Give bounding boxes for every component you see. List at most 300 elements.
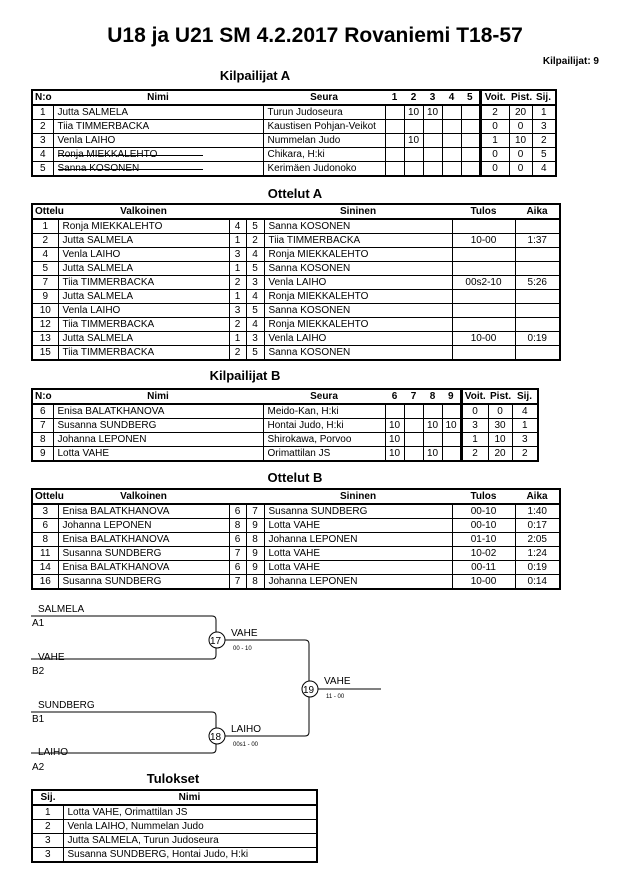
semi1-bottom-name: VAHE [38,652,65,663]
score-cell [461,162,480,177]
result-row [32,834,317,848]
blue-competitor: Sanna KOSONEN [264,346,452,361]
score-cell [461,120,480,134]
column-header: 9 [442,389,461,404]
competitor-name: Jutta SALMELA [57,107,129,118]
competitor-row [32,120,556,134]
place: 2 [512,447,538,462]
white-number: 2 [229,318,246,332]
time [515,248,560,262]
blue-number: 4 [246,290,264,304]
blue-number: 9 [246,561,264,575]
column-header: Tulos [452,489,515,504]
white-competitor: Tiia TIMMERBACKA [58,318,229,332]
match-number: 3 [32,504,58,519]
column-header: 8 [423,389,442,404]
competitor-name: Tiia TIMMERBACKA [57,121,150,132]
time [515,318,560,332]
match-number: 12 [32,318,58,332]
column-header: Valkoinen [58,489,229,504]
score-cell [423,404,442,419]
time [515,304,560,318]
blue-competitor: Sanna KOSONEN [264,219,452,234]
points: 0 [509,120,532,134]
column-header: Voit. [480,90,509,105]
white-competitor: Jutta SALMELA [58,290,229,304]
semi2-top-seed: B1 [32,714,45,725]
column-header: Sininen [264,204,452,219]
result-name: Susanna SUNDBERG, Hontai Judo, H:ki [63,848,317,863]
wins: 3 [461,419,488,433]
competitor-club: Kerimäen Judonoko [263,162,385,177]
match-row [32,318,560,332]
score-cell: 10 [442,419,461,433]
blue-number: 8 [246,533,264,547]
score-cell [423,148,442,162]
score-cell [442,134,461,148]
competitor-club: Shirokawa, Porvoo [263,433,385,447]
wins: 0 [461,404,488,419]
result: 10-02 [452,547,515,561]
white-number: 8 [229,519,246,533]
points: 20 [488,447,512,462]
blue-competitor: Venla LAIHO [264,332,452,346]
blue-number: 5 [246,346,264,361]
competitor-club: Hontai Judo, H:ki [263,419,385,433]
result-row [32,848,317,863]
column-header: Aika [515,204,560,219]
matches-b-title: Ottelut B [267,470,323,485]
score-cell [404,148,423,162]
column-header: Sininen [264,489,452,504]
score-cell [404,404,423,419]
score-cell [461,134,480,148]
result [452,346,515,361]
white-number: 1 [229,290,246,304]
column-header: Sij. [32,790,63,805]
result-place: 1 [32,805,63,820]
column-header: Voit. [461,389,488,404]
white-number: 6 [229,561,246,575]
match-row [32,290,560,304]
result-place: 2 [32,820,63,834]
match-number: 8 [32,533,58,547]
competitor-number: 6 [32,404,53,419]
match-number: 9 [32,290,58,304]
result-name: Lotta VAHE, Orimattilan JS [63,805,317,820]
results-table [31,789,318,863]
competitor-row [32,162,556,177]
result: 00-11 [452,561,515,575]
score-cell [385,148,404,162]
place: 2 [532,134,556,148]
match-row [32,219,560,234]
time: 5:26 [515,276,560,290]
competitor-row [32,148,556,162]
blue-number: 9 [246,547,264,561]
blue-number: 4 [246,318,264,332]
blue-competitor: Tiia TIMMERBACKA [264,234,452,248]
match-row [32,332,560,346]
blue-competitor: Lotta VAHE [264,519,452,533]
competitor-name-cell [53,134,263,148]
points: 0 [509,162,532,177]
semi1-bottom-seed: B2 [32,666,45,677]
result-row [32,805,317,820]
score-cell: 10 [404,134,423,148]
match-row [32,234,560,248]
result-name: Venla LAIHO, Nummelan Judo [63,820,317,834]
match-row [32,519,560,533]
time: 0:19 [515,561,560,575]
white-competitor: Jutta SALMELA [58,332,229,346]
score-cell [423,433,442,447]
match-row [32,547,560,561]
result [452,304,515,318]
white-competitor: Susanna SUNDBERG [58,547,229,561]
time: 0:17 [515,519,560,533]
column-header: Nimi [63,790,317,805]
score-cell [385,404,404,419]
white-competitor: Jutta SALMELA [58,262,229,276]
pool-a-table [31,89,557,177]
competitor-name: Ronja MIEKKALEHTO [57,149,158,160]
match-number: 1 [32,219,58,234]
competitor-row [32,433,538,447]
competitor-name-cell [53,419,263,433]
blue-number: 4 [246,248,264,262]
blue-number: 5 [246,262,264,276]
column-header: Ottelu [32,489,58,504]
blue-competitor: Sanna KOSONEN [264,262,452,276]
competitor-name-cell [53,447,263,462]
match-number: 15 [32,346,58,361]
blue-competitor: Johanna LEPONEN [264,575,452,590]
semi2-bottom-seed: A2 [32,762,45,773]
white-competitor: Tiia TIMMERBACKA [58,346,229,361]
competitor-name-cell [53,105,263,120]
white-competitor: Venla LAIHO [58,248,229,262]
blue-number: 8 [246,575,264,590]
score-cell: 10 [385,447,404,462]
column-header [229,489,246,504]
matches-a-table [31,203,561,361]
semi1-winner: VAHE [231,628,258,639]
white-number: 1 [229,234,246,248]
blue-number: 7 [246,504,264,519]
white-number: 3 [229,304,246,318]
blue-competitor: Lotta VAHE [264,561,452,575]
competitor-number: 2 [32,120,53,134]
competitor-name-cell [53,162,263,177]
blue-number: 3 [246,332,264,346]
points: 20 [509,105,532,120]
white-number: 1 [229,332,246,346]
column-header: Sij. [532,90,556,105]
competitor-name: Lotta VAHE [57,448,110,459]
competitor-name: Susanna SUNDBERG [57,420,157,431]
points: 10 [509,134,532,148]
place: 4 [532,162,556,177]
competitor-name: Enisa BALATKHANOVA [57,406,165,417]
competitor-number: 5 [32,162,53,177]
place: 5 [532,148,556,162]
score-cell [385,162,404,177]
column-header: 5 [461,90,480,105]
white-number: 6 [229,504,246,519]
score-cell [461,105,480,120]
white-number: 7 [229,547,246,561]
score-cell [423,120,442,134]
competitor-name-cell [53,148,263,162]
semi2-bottom-name: LAIHO [38,747,69,758]
score-cell [385,105,404,120]
column-header: Pist. [490,391,512,402]
blue-competitor: Sanna KOSONEN [264,304,452,318]
column-header: 7 [404,389,423,404]
wins: 2 [461,447,488,462]
wins: 2 [480,105,509,120]
white-number: 6 [229,533,246,547]
score-cell [442,148,461,162]
blue-number: 3 [246,276,264,290]
competitors-count: Kilpailijat: 9 [542,56,599,67]
results-title: Tulokset [146,771,200,786]
white-competitor: Enisa BALATKHANOVA [58,561,229,575]
matches-b-table [31,488,561,590]
score-cell [423,162,442,177]
pool-b-table [31,388,539,462]
competitor-club: Nummelan Judo [263,134,385,148]
column-header: 6 [385,389,404,404]
result-place: 3 [32,834,63,848]
result: 10-00 [452,234,515,248]
blue-number: 2 [246,234,264,248]
competitor-club: Chikara, H:ki [263,148,385,162]
result [452,219,515,234]
competitor-number: 8 [32,433,53,447]
final-score: 11 - 00 [326,694,345,700]
result [452,318,515,332]
match-number: 10 [32,304,58,318]
white-number: 2 [229,276,246,290]
competitor-number: 4 [32,148,53,162]
competitor-name: Johanna LEPONEN [57,434,147,445]
points: 0 [509,148,532,162]
white-competitor: Ronja MIEKKALEHTO [58,219,229,234]
white-number: 4 [229,219,246,234]
score-cell [423,134,442,148]
match-number: 7 [32,276,58,290]
competitor-name: Venla LAIHO [57,135,116,146]
match-row [32,304,560,318]
result: 01-10 [452,533,515,547]
time: 0:19 [515,332,560,346]
header-row [32,790,317,805]
result: 10-00 [452,332,515,346]
white-competitor: Enisa BALATKHANOVA [58,504,229,519]
white-number: 7 [229,575,246,590]
score-cell [404,433,423,447]
wins: 0 [480,162,509,177]
match-number: 16 [32,575,58,590]
pool-b-title: Kilpailijat B [209,368,281,383]
column-header: Tulos [452,204,515,219]
time: 2:05 [515,533,560,547]
score-cell [442,105,461,120]
time [515,290,560,304]
header-row [32,204,560,219]
blue-competitor: Venla LAIHO [264,276,452,290]
match-row [32,561,560,575]
wins: 1 [461,433,488,447]
competitor-number: 1 [32,105,53,120]
white-number: 1 [229,262,246,276]
points: 10 [488,433,512,447]
column-header [229,204,246,219]
semi2-top-name: SUNDBERG [38,700,95,711]
result [452,262,515,276]
column-header: Valkoinen [58,204,229,219]
score-cell: 10 [385,419,404,433]
place: 3 [512,433,538,447]
wins: 1 [480,134,509,148]
score-cell: 10 [423,105,442,120]
time: 1:24 [515,547,560,561]
final-winner: VAHE [324,676,351,687]
competitor-name-cell [53,433,263,447]
column-header: Seura [263,389,385,404]
result [452,290,515,304]
score-cell [385,134,404,148]
result: 00s2-10 [452,276,515,290]
column-header [246,489,264,504]
competitor-number: 7 [32,419,53,433]
blue-competitor: Johanna LEPONEN [264,533,452,547]
matches-a-title: Ottelut A [267,186,323,201]
match-number: 6 [32,519,58,533]
match-row [32,504,560,519]
score-cell [442,433,461,447]
match-number: 14 [32,561,58,575]
column-header [246,204,264,219]
competitor-number: 3 [32,134,53,148]
score-cell: 10 [385,433,404,447]
wins: 0 [480,120,509,134]
header-row [32,90,556,105]
column-header: Ottelu [32,204,58,219]
blue-competitor: Ronja MIEKKALEHTO [264,248,452,262]
result: 00-10 [452,519,515,533]
place: 1 [512,419,538,433]
blue-competitor: Ronja MIEKKALEHTO [264,318,452,332]
time [515,346,560,361]
competitor-row [32,447,538,462]
blue-number: 9 [246,519,264,533]
blue-competitor: Ronja MIEKKALEHTO [264,290,452,304]
score-cell [404,447,423,462]
place: 4 [512,404,538,419]
competitor-club: Kaustisen Pohjan-Veikot [263,120,385,134]
white-competitor: Enisa BALATKHANOVA [58,533,229,547]
blue-competitor: Susanna SUNDBERG [264,504,452,519]
time: 0:14 [515,575,560,590]
score-cell [404,419,423,433]
result-row [32,820,317,834]
match-number: 13 [32,332,58,346]
competitor-row [32,105,556,120]
column-header: Pist. [511,92,533,103]
result [452,248,515,262]
column-header: 2 [404,90,423,105]
column-header: Aika [515,489,560,504]
competitor-name-cell [53,404,263,419]
score-cell [442,447,461,462]
score-cell [442,162,461,177]
score-cell [404,162,423,177]
column-header: 4 [442,90,461,105]
white-competitor: Venla LAIHO [58,304,229,318]
blue-competitor: Lotta VAHE [264,547,452,561]
time [515,262,560,276]
competitor-club: Orimattilan JS [263,447,385,462]
competitor-club: Meido-Kan, H:ki [263,404,385,419]
semi2-match-number: 18 [210,732,222,743]
header-row [32,389,538,404]
competitor-name: Sanna KOSONEN [57,163,140,174]
score-cell: 10 [423,419,442,433]
blue-number: 5 [246,304,264,318]
competitor-row [32,419,538,433]
blue-number: 5 [246,219,264,234]
column-header: N:o [32,389,53,404]
match-number: 2 [32,234,58,248]
pool-a-title: Kilpailijat A [219,68,291,83]
semi2-winner: LAIHO [231,724,262,735]
place: 3 [532,120,556,134]
result: 10-00 [452,575,515,590]
semi2-score: 00s1 - 00 [233,742,259,748]
column-header: Nimi [53,389,263,404]
wins: 0 [480,148,509,162]
column-header: Seura [263,90,385,105]
match-row [32,262,560,276]
competitor-club: Turun Judoseura [263,105,385,120]
white-competitor: Susanna SUNDBERG [58,575,229,590]
score-cell: 10 [404,105,423,120]
semi1-match-number: 17 [210,636,222,647]
column-header: 3 [423,90,442,105]
match-row [32,533,560,547]
score-cell [442,120,461,134]
match-number: 11 [32,547,58,561]
score-cell [461,148,480,162]
score-cell: 10 [423,447,442,462]
time: 1:40 [515,504,560,519]
points: 30 [488,419,512,433]
white-competitor: Tiia TIMMERBACKA [58,276,229,290]
points: 0 [488,404,512,419]
score-cell [404,120,423,134]
competitor-row [32,134,556,148]
page-title: U18 ja U21 SM 4.2.2017 Rovaniemi T18-57 [107,24,523,47]
column-header: Nimi [53,90,263,105]
time [515,219,560,234]
competitor-number: 9 [32,447,53,462]
final-match-number: 19 [303,685,315,696]
white-number: 3 [229,248,246,262]
bracket [0,595,400,780]
